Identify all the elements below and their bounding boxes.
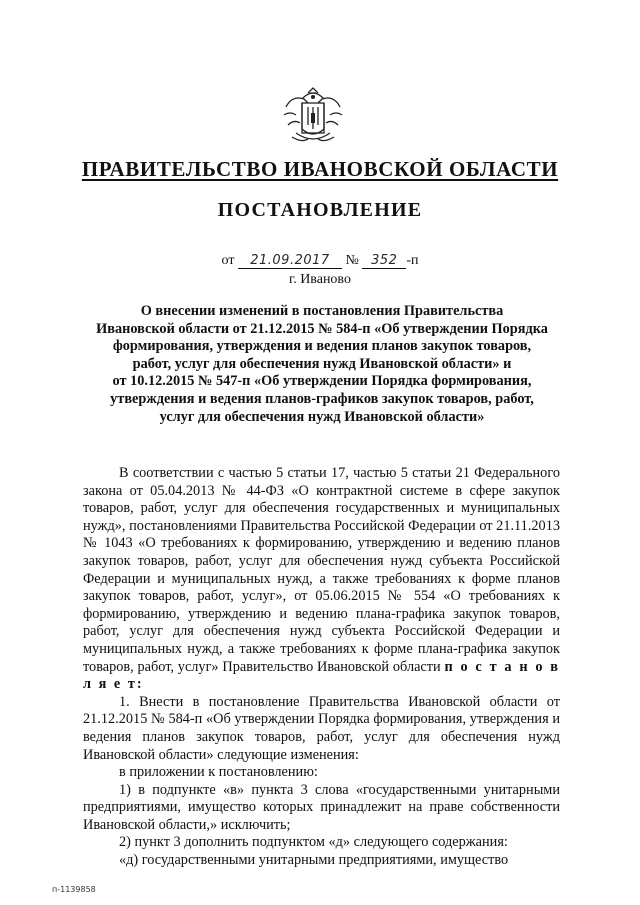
subject-line: от 10.12.2015 № 547-п «Об утверждении Порядка формирования, <box>112 373 532 390</box>
number-prefix: № <box>345 253 359 268</box>
body-paragraph: в приложении к постановлению: <box>119 764 318 781</box>
document-date: 21.09.2017 <box>238 253 342 269</box>
preamble-text: В соответствии с частью 5 статьи 17, частью 5 статьи 21 Федерального закона от 05.04.2013 № 44-ФЗ «О контрактной системе в сфере закупок товаров, работ, услуг для обеспечения государственных и муниципальных нужд», постановлениями Правительства Российской Федерации от 21.11.2013 № 1043 «О требованиях к формированию, утверждению и ведению планов закупок товаров, работ, услуг для обеспечения нужд субъекта Российской Федерации и муниципальных нужд, а также требованиях к форме планов закупок товаров, работ, услуг», от 05.06.2015 № 554 «О требованиях к формированию, утверждению и ведению плана-графика закупок товаров, работ, услуг для обеспечения нужд субъекта Российской Федерации и муниципальных нужд, а также требованиях к форме плана-графика закупок товаров, работ, услуг» Правительство Ивановской области <box>83 465 560 675</box>
coat-of-arms-icon <box>282 85 344 147</box>
number-suffix: -п <box>406 253 419 268</box>
subject-line: формирования, утверждения и ведения планов закупок товаров, <box>112 338 532 355</box>
preamble-paragraph <box>83 465 560 694</box>
body-paragraph: 2) пункт 3 дополнить подпунктом «д» следующего содержания: <box>119 834 508 851</box>
subject-line: работ, услуг для обеспечения нужд Ивановской области» и <box>132 355 512 372</box>
document-subject <box>92 303 552 426</box>
government-title: ПРАВИТЕЛЬСТВО ИВАНОВСКОЙ ОБЛАСТИ <box>81 157 559 181</box>
document-body <box>83 465 560 870</box>
subject-line: Ивановской области от 21.12.2015 № 584-п «Об утверждении Порядка <box>96 320 548 337</box>
date-number-line <box>0 253 640 269</box>
subject-line: услуг для обеспечения нужд Ивановской области» <box>159 408 485 425</box>
city: г. Иваново <box>289 272 351 287</box>
body-paragraph: 1. Внести в постановление Правительства Ивановской области от 21.12.2015 № 584-п «Об утверждении Порядка формирования, утверждения и ведения планов закупок товаров, работ, услуг для обеспечения нужд Ивановской области» следующие изменения: <box>83 693 560 763</box>
date-prefix: от <box>221 253 235 268</box>
body-paragraph: 1) в подпункте «в» пункта 3 слова «государственными унитарными предприятиями, имущество которых принадлежит на праве собственности Ивановской области,» исключить; <box>83 781 560 833</box>
document-code: п-1139858 <box>52 885 96 894</box>
document-type: ПОСТАНОВЛЕНИЕ <box>217 199 423 221</box>
body-paragraph: «д) государственными унитарными предприятиями, имущество <box>119 852 509 869</box>
subject-line: утверждения и ведения планов-графиков закупок товаров, работ, <box>110 390 534 407</box>
document-number: 352 <box>362 253 406 269</box>
subject-line: О внесении изменений в постановления Правительства <box>140 303 504 319</box>
resolves-keyword: п о с т а н о в л я е т: <box>83 658 561 693</box>
